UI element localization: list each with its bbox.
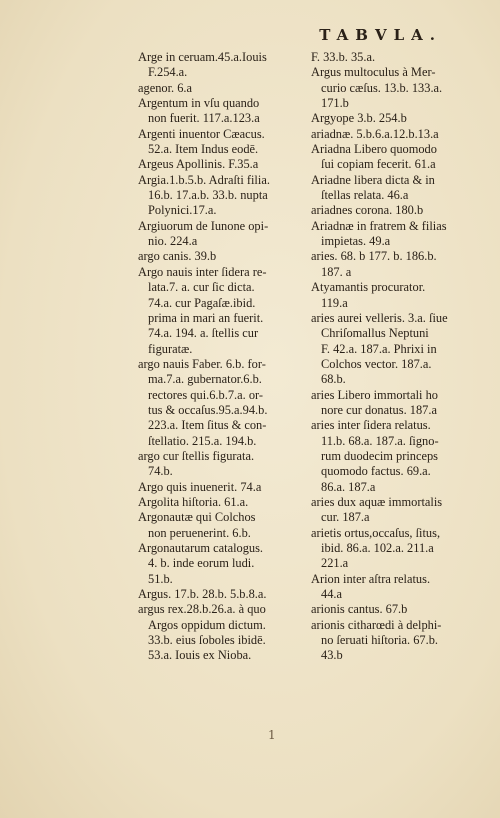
index-entry-line: aries aurei velleris. 3.a. ſiue	[311, 310, 448, 325]
index-entry-line: impietas. 49.a	[321, 234, 391, 249]
index-entry-line: rectores qui.6.b.7.a. or-	[148, 387, 264, 402]
index-entry-line: argo canis. 39.b	[138, 249, 217, 264]
index-entry-line: ibid. 86.a. 102.a. 211.a	[321, 541, 434, 555]
index-entry-line: Argiuorum de Iunone opi-	[138, 218, 269, 233]
index-entry-line: Chriſomallus Neptuni	[321, 326, 429, 341]
index-entry-line: Ariadna Libero quomodo	[311, 142, 437, 157]
index-entry-line: Argentum in vſu quando	[138, 96, 260, 111]
index-entry-line: Ariadne libera dicta & in	[311, 172, 435, 187]
index-entry-line: aries Libero immortali ho	[311, 387, 438, 402]
index-entry-line: Polynici.17.a.	[148, 203, 217, 218]
index-entry-line: Argus multoculus à Mer-	[311, 65, 436, 80]
index-column-right	[311, 50, 471, 664]
index-entry-line: 16.b. 17.a.b. 33.b. nupta	[148, 188, 268, 203]
index-entry-line: 74.b.	[148, 464, 173, 479]
index-entry-line: figuratæ.	[148, 341, 193, 356]
index-entry-line: arietis ortus,occaſus, ſitus,	[311, 525, 441, 540]
index-entry-line: Argyope 3.b. 254.b	[311, 111, 407, 126]
index-entry-line: 52.a. Item Indus eodē.	[148, 142, 259, 157]
index-entry-line: Argenti inuentor Cæacus.	[138, 126, 265, 141]
index-entry-line: Argo nauis inter ſidera re-	[138, 264, 267, 279]
index-entry-line: 223.a. Item ſitus & con-	[148, 418, 267, 433]
index-entry-line: argus rex.28.b.26.a. à quo	[138, 602, 266, 617]
index-entry-line: prima in mari an fuerit.	[148, 310, 264, 325]
index-entry-line: argo cur ſtellis figurata.	[138, 448, 255, 463]
index-entry-line: argo nauis Faber. 6.b. for-	[138, 356, 266, 371]
index-entry-line: F. 42.a. 187.a. Phrixi in	[321, 341, 437, 356]
index-entry-line: ariadnes corona. 180.b	[311, 203, 424, 218]
index-entry-line: 53.a. Iouis ex Nioba.	[148, 648, 252, 663]
index-entry-line: 11.b. 68.a. 187.a. ſigno-	[321, 433, 439, 448]
folio-mark: 1	[268, 728, 276, 742]
index-entry-line: 74.a. cur Pagaſæ.ibid.	[148, 295, 256, 310]
index-entry-line: Argolita hiſtoria. 61.a.	[138, 494, 249, 509]
index-entry-line: Argos oppidum dictum.	[148, 617, 266, 632]
index-entry-line: ſtellas relata. 46.a	[321, 188, 409, 203]
index-entry-line: Arion inter aſtra relatus.	[311, 571, 431, 586]
index-entry-line: F. 33.b. 35.a.	[311, 50, 376, 64]
index-entry-line: 187. a	[321, 264, 352, 279]
index-entry-line: ſtellatio. 215.a. 194.b.	[148, 433, 257, 448]
index-column-left	[138, 50, 301, 664]
index-entry-line: aries inter ſidera relatus.	[311, 418, 431, 433]
index-entry-line: 51.b.	[148, 571, 173, 586]
index-entry-line: 68.b.	[321, 372, 346, 387]
index-entry-line: agenor. 6.a	[138, 80, 193, 95]
index-entry-line: Atyamantis procurator.	[311, 280, 426, 295]
index-entry-line: non fuerit. 117.a.123.a	[148, 111, 260, 126]
index-entry-line: rum duodecim princeps	[321, 448, 438, 463]
index-entry-line: Argeus Apollinis. F.35.a	[138, 157, 259, 172]
index-entry-line: nore cur donatus. 187.a	[321, 402, 437, 417]
index-entry-line: Argo quis inuenerit. 74.a	[138, 479, 262, 494]
index-entry-line: Argonautæ qui Colchos	[138, 510, 256, 525]
index-entry-line: cur. 187.a	[321, 510, 370, 525]
index-entry-line: arionis citharœdi à delphi-	[311, 617, 442, 632]
index-entry-line: Argonautarum catalogus.	[138, 541, 264, 555]
index-entry-line: F.254.a.	[148, 65, 188, 80]
index-entry-line: 86.a. 187.a	[321, 479, 376, 494]
index-entry-line: ma.7.a. gubernator.6.b.	[148, 372, 262, 387]
index-entry-line: Argus. 17.b. 28.b. 5.b.8.a.	[138, 587, 267, 602]
index-entry-line: ſui copiam fecerit. 61.a	[321, 157, 436, 172]
index-entry-line: lata.7. a. cur ſic dicta.	[148, 280, 255, 295]
index-entry-line: quomodo factus. 69.a.	[321, 464, 431, 479]
index-entry-line: 119.a	[321, 295, 348, 310]
index-entry-line: 43.b	[321, 648, 343, 663]
index-entry-line: Colchos vector. 187.a.	[321, 356, 432, 371]
index-entry-line: nio. 224.a	[148, 234, 198, 249]
index-entry-line: curio cæſus. 13.b. 133.a.	[321, 80, 443, 95]
index-entry-line: arionis cantus. 67.b	[311, 602, 408, 617]
index-entry-line: aries. 68. b 177. b. 186.b.	[311, 249, 437, 264]
index-entry-line: 44.a	[321, 587, 342, 602]
index-entry-line: Argia.1.b.5.b. Adraſti filia.	[138, 172, 270, 187]
index-entry-line: ariadnæ. 5.b.6.a.12.b.13.a	[311, 126, 439, 141]
index-entry-line: aries dux aquæ immortalis	[311, 494, 443, 509]
index-entry-line: 33.b. eius ſoboles ibidē.	[148, 633, 266, 648]
index-entry-line: 171.b	[321, 96, 349, 111]
index-entry-line: Ariadnæ in fratrem & filias	[311, 218, 447, 233]
index-entry-line: 74.a. 194. a. ſtellis cur	[148, 326, 259, 341]
index-entry-line: Arge in ceruam.45.a.Iouis	[138, 50, 267, 64]
index-entry-line: non peruenerint. 6.b.	[148, 525, 251, 540]
index-entry-line: no ſeruati hiſtoria. 67.b.	[321, 633, 438, 648]
running-title: TABVLA.	[319, 26, 442, 44]
index-entry-line: 4. b. inde eorum ludi.	[148, 556, 255, 571]
index-entry-line: 221.a	[321, 556, 349, 571]
index-entry-line: tus & occaſus.95.a.94.b.	[148, 402, 268, 417]
